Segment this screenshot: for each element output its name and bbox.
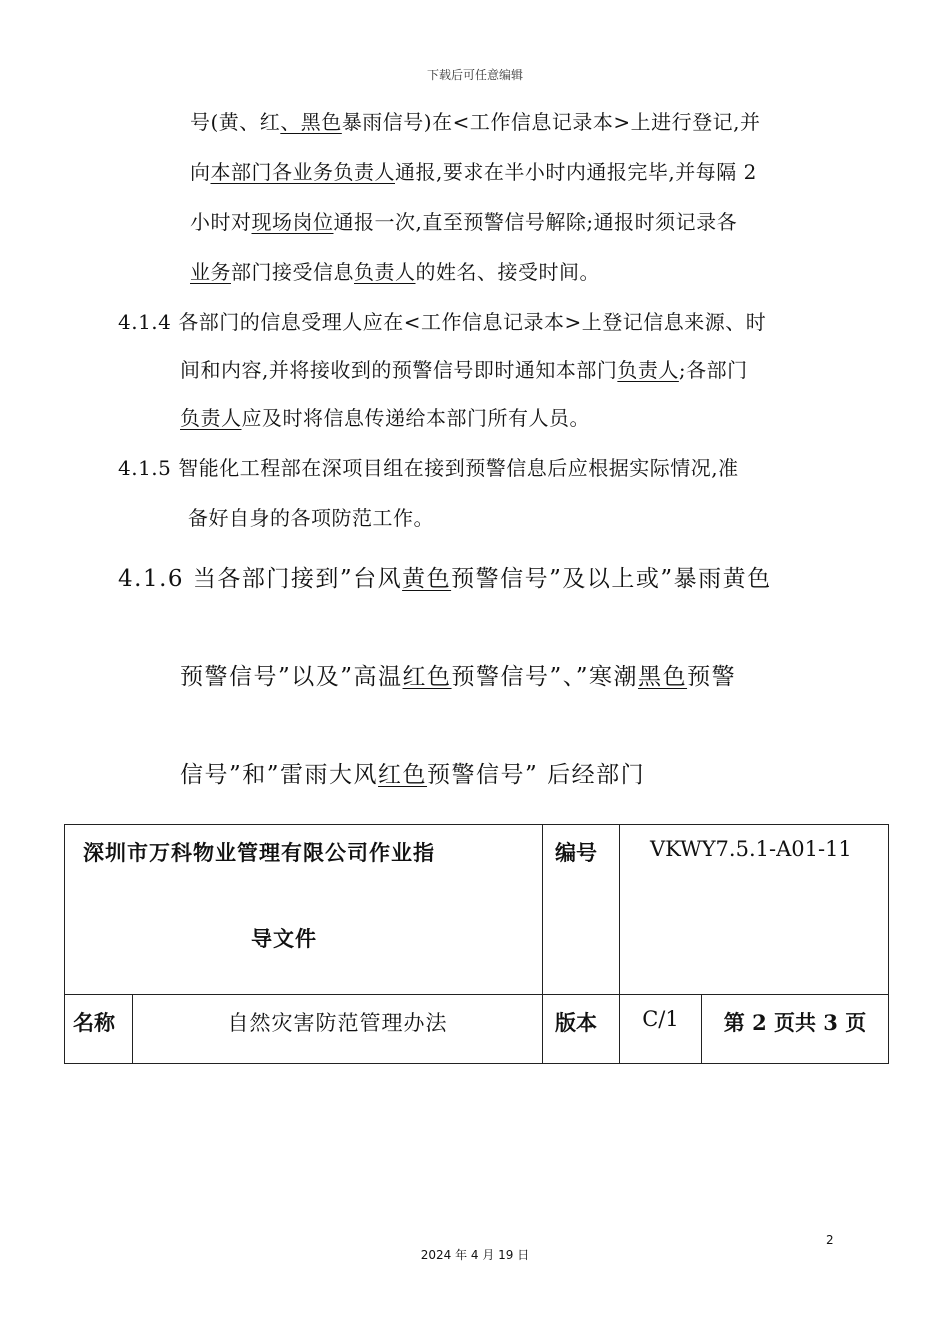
- code-label: 编号: [543, 825, 620, 995]
- text: 应及时将信息传递给本部门所有人员。: [241, 406, 590, 430]
- body-line: [180, 658, 736, 691]
- underlined-text: 本部门各业务负责人: [210, 160, 395, 184]
- page-number: 2: [826, 1233, 834, 1247]
- company-name-line1: 深圳市万科物业管理有限公司作业指: [83, 840, 435, 865]
- text: 信号”和”雷雨大风: [180, 762, 379, 788]
- body-line: [190, 256, 600, 285]
- underlined-text: 负责人: [354, 260, 416, 284]
- body-line: [180, 354, 748, 383]
- text: 小时对: [190, 210, 252, 234]
- body-line: [190, 156, 757, 185]
- body-line: [190, 206, 737, 235]
- underlined-text: 业务: [190, 260, 231, 284]
- footer-date: 2024 年 4 月 19 日: [420, 1248, 530, 1262]
- body-line: 4.1.5 智能化工程部在深项目组在接到预警信息后应根据实际情况,准: [118, 456, 739, 480]
- text: 通报一次,直至预警信号解除;通报时须记录各: [333, 210, 738, 234]
- underlined-text: 现场岗位: [251, 210, 334, 234]
- text: 4.1.6 当各部门接到”台风: [118, 566, 403, 592]
- body-line: [190, 106, 761, 135]
- text: 部门接受信息: [231, 260, 354, 284]
- text: 号(黄、红: [190, 110, 281, 134]
- header-note: 下载后可任意编辑: [426, 68, 523, 82]
- underlined-text: 负责人: [617, 358, 679, 382]
- code-value: VKWY7.5.1-A01-11: [620, 825, 889, 995]
- underlined-text: 红色: [378, 762, 428, 788]
- version-value: C/1: [620, 995, 702, 1064]
- text: 预警信号”、”寒潮: [451, 664, 639, 690]
- body-line: [180, 756, 645, 789]
- text: 预警信号” 后经部门: [427, 762, 646, 788]
- version-label: 版本: [543, 995, 620, 1064]
- page-info: 第 2 页共 3 页: [702, 995, 889, 1064]
- text: 的姓名、接受时间。: [415, 260, 600, 284]
- underlined-text: 黑色: [638, 664, 688, 690]
- underlined-text: 红色: [402, 664, 452, 690]
- company-name-line2: 导文件: [251, 926, 317, 951]
- text: ;各部门: [678, 358, 748, 382]
- body-line: 备好自身的各项防范工作。: [188, 506, 434, 530]
- body-line: [180, 402, 590, 431]
- text: 通报,要求在半小时内通报完毕,并每隔 2: [395, 160, 757, 184]
- text: 向: [190, 160, 211, 184]
- body-line: [118, 560, 772, 593]
- document-title: 自然灾害防范管理办法: [133, 995, 543, 1064]
- underlined-text: 黄色: [402, 566, 452, 592]
- body-line: 4.1.4 各部门的信息受理人应在<工作信息记录本>上登记信息来源、时: [118, 310, 767, 334]
- underlined-text: 负责人: [180, 406, 242, 430]
- document-info-table: [64, 824, 889, 1064]
- text: 预警信号”以及”高温: [180, 664, 403, 690]
- text: 预警: [687, 664, 737, 690]
- text: 预警信号”及以上或”暴雨黄色: [451, 566, 772, 592]
- name-label: 名称: [65, 995, 133, 1064]
- underlined-text: 、黑色: [280, 110, 342, 134]
- text: 暴雨信号)在<工作信息记录本>上进行登记,并: [341, 110, 761, 134]
- text: 间和内容,并将接收到的预警信号即时通知本部门: [180, 358, 618, 382]
- company-cell: [65, 825, 543, 995]
